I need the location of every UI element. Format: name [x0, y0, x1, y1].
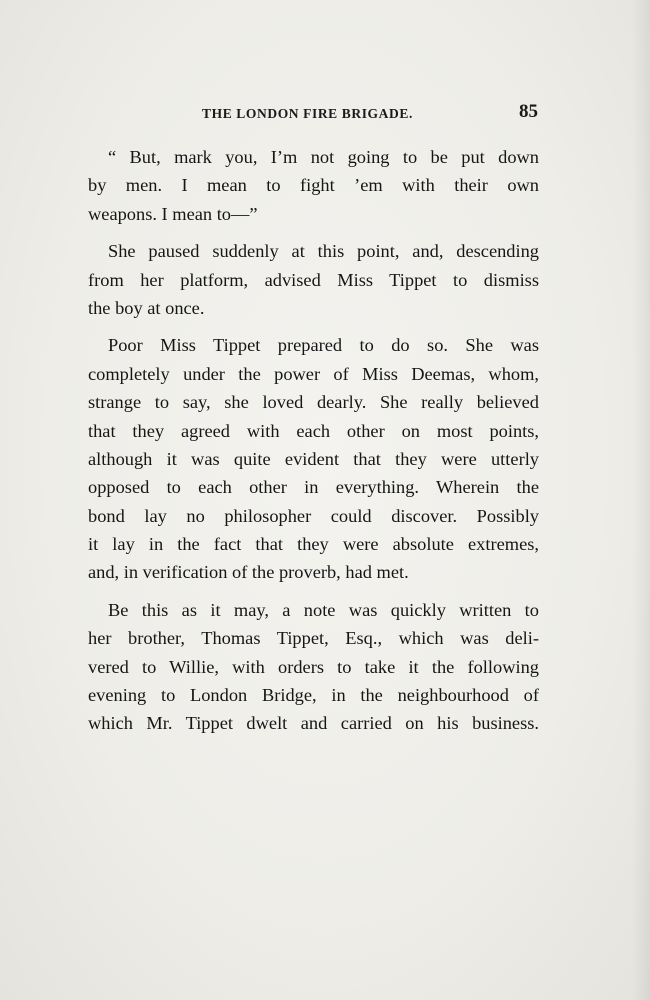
text-line: Be this as it may, a note was quickly written to	[108, 599, 539, 620]
text-line: which Mr. Tippet dwelt and carried on his business.	[88, 713, 539, 734]
text-line: the boy at once.	[88, 297, 205, 318]
page-edge-shadow	[632, 0, 650, 1000]
paragraph	[88, 331, 539, 587]
running-title: THE LONDON FIRE BRIGADE.	[202, 106, 413, 121]
text-line: by men. I mean to fight ’em with their own	[88, 175, 539, 196]
text-line: her brother, Thomas Tippet, Esq., which was deli-	[88, 628, 539, 649]
paragraph	[88, 143, 539, 228]
text-line: vered to Willie, with orders to take it the following	[88, 656, 539, 677]
text-line: weapons. I mean to—”	[88, 203, 258, 224]
text-line: it lay in the fact that they were absolute extremes,	[88, 534, 539, 555]
text-line: Poor Miss Tippet prepared to do so. She was	[108, 335, 539, 356]
text-line: strange to say, she loved dearly. She really believed	[88, 392, 539, 413]
text-line: completely under the power of Miss Deemas, whom,	[88, 363, 539, 384]
text-line: evening to London Bridge, in the neighbourhood of	[88, 685, 539, 706]
text-line: She paused suddenly at this point, and, descending	[108, 241, 539, 262]
text-line: and, in verification of the proverb, had met.	[88, 562, 409, 583]
paragraph	[88, 237, 539, 322]
page-number: 85	[519, 101, 538, 122]
text-line: from her platform, advised Miss Tippet to dismiss	[88, 269, 539, 290]
text-line: bond lay no philosopher could discover. Possibly	[88, 505, 539, 526]
paragraph	[88, 596, 539, 738]
text-line: “ But, mark you, I’m not going to be put down	[108, 147, 539, 167]
text-line: that they agreed with each other on most points,	[88, 420, 539, 441]
text-line: although it was quite evident that they were utterly	[88, 448, 539, 469]
running-header	[88, 103, 540, 125]
body-text	[88, 143, 539, 747]
text-line: opposed to each other in everything. Wherein the	[88, 477, 539, 498]
